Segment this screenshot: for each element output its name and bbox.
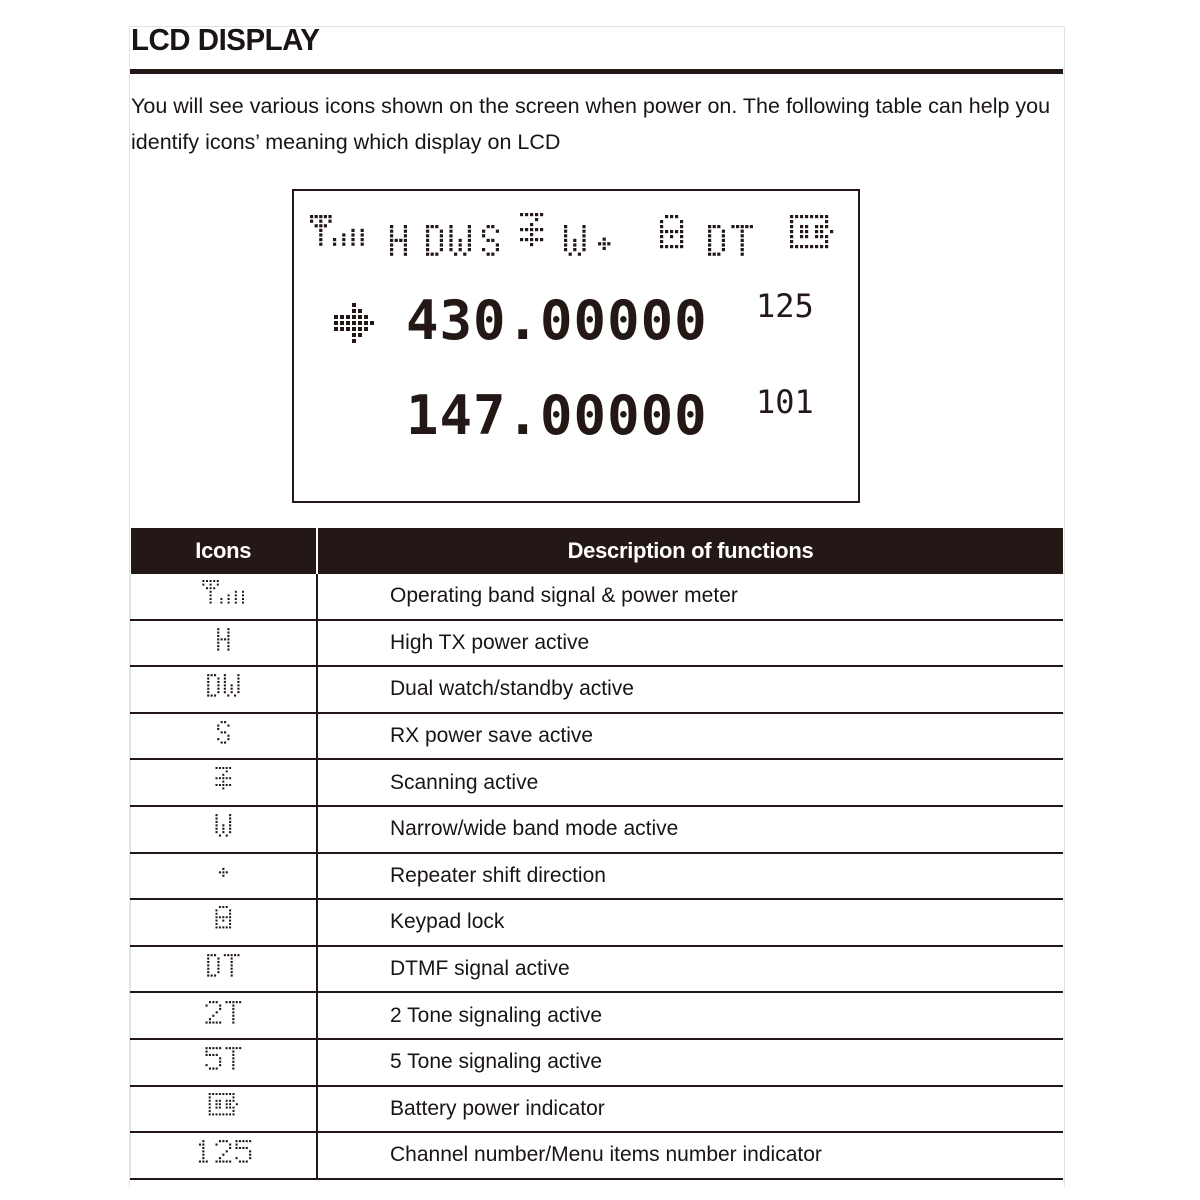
dtmf-icon: [194, 949, 254, 989]
dual-watch-icon-svg: [194, 669, 254, 703]
table-row: [131, 759, 1064, 806]
icon-cell: [131, 1132, 318, 1179]
two-tone-icon-svg: [194, 996, 254, 1030]
icon-cell: [131, 759, 318, 806]
table-body: [131, 574, 1064, 1179]
battery-icon: [790, 215, 833, 248]
icon-cell: [131, 620, 318, 667]
two-tone-icon: [194, 996, 254, 1036]
dtmf-icon-glyph-char: [223, 954, 239, 977]
signal-meter-icon-glyph: [202, 580, 244, 604]
icon-description: Operating band signal & power meter: [317, 574, 1063, 620]
icon-cell: [131, 1039, 318, 1086]
lcd-status-dw-char: [426, 225, 443, 256]
channel-number-icon-svg: [194, 1135, 254, 1169]
lcd-frequency-2: 147.00000: [406, 384, 708, 447]
icon-cell: [131, 946, 318, 993]
icon-description: Channel number/Menu items number indicator: [317, 1132, 1063, 1179]
table-row: [131, 946, 1064, 993]
icon-description: High TX power active: [317, 620, 1063, 667]
five-tone-icon-svg: [194, 1042, 254, 1076]
icon-description: Narrow/wide band mode active: [317, 806, 1063, 853]
repeater-shift-icon: [194, 856, 254, 896]
icon-description: Scanning active: [317, 759, 1063, 806]
signal-meter-icon: [194, 576, 254, 616]
lcd-status-dw-char: [449, 225, 471, 256]
channel-number-icon: [194, 1135, 254, 1175]
icon-cell: [131, 899, 318, 946]
icons-table: [130, 528, 1063, 1180]
icon-description: 5 Tone signaling active: [317, 1039, 1063, 1086]
header-icons: Icons: [131, 528, 318, 574]
two-tone-icon-glyph-char: [225, 1001, 241, 1024]
wide-band-icon-glyph-char: [215, 814, 231, 837]
high-power-icon: [194, 623, 254, 663]
table-row: [131, 574, 1064, 620]
dtmf-icon-svg: [194, 949, 254, 983]
lcd-status-+-char: [598, 238, 610, 250]
dual-watch-icon-glyph-char: [207, 675, 219, 698]
signal-meter-icon: [310, 215, 364, 246]
table-header-row: [131, 528, 1064, 574]
table-row: [131, 853, 1064, 900]
scan-icon: [520, 213, 543, 246]
title-divider: [130, 69, 1063, 74]
five-tone-icon: [194, 1042, 254, 1082]
table-row: [131, 620, 1064, 667]
table-row: [131, 1039, 1064, 1086]
two-tone-icon-glyph-char: [205, 1001, 221, 1024]
lcd-status-dt-char: [708, 225, 725, 256]
table-row: [131, 713, 1064, 760]
channel-number-icon-glyph-char: [235, 1141, 251, 1164]
high-power-icon-svg: [194, 623, 254, 657]
repeater-shift-icon-svg: [194, 856, 254, 890]
battery-icon-glyph: [208, 1093, 237, 1115]
wide-band-icon: [194, 809, 254, 849]
dual-watch-icon: [194, 669, 254, 709]
scan-icon: [194, 763, 254, 803]
dual-watch-icon-glyph-char: [223, 675, 239, 698]
keypad-lock-icon-svg: [194, 902, 254, 936]
icon-description: Keypad lock: [317, 899, 1063, 946]
lcd-frequency-1: 430.00000: [406, 289, 708, 352]
lcd-channel-1: 125: [756, 287, 814, 325]
page-title: LCD DISPLAY: [131, 22, 320, 57]
five-tone-icon-glyph-char: [225, 1047, 241, 1070]
table-row: [131, 1132, 1064, 1179]
icon-description: Dual watch/standby active: [317, 666, 1063, 713]
lcd-channel-2: 101: [756, 383, 814, 421]
table-row: [131, 992, 1064, 1039]
icon-cell: [131, 574, 318, 620]
lcd-status-w-char: [564, 225, 586, 256]
power-save-icon-svg: [194, 716, 254, 750]
power-save-icon-glyph-char: [217, 721, 229, 744]
icon-description: RX power save active: [317, 713, 1063, 760]
header-description: Description of functions: [317, 528, 1063, 574]
lock-icon: [660, 215, 683, 248]
icon-description: DTMF signal active: [317, 946, 1063, 993]
keypad-lock-icon-glyph: [215, 906, 231, 928]
dtmf-icon-glyph-char: [207, 954, 219, 977]
scan-icon-svg: [194, 763, 254, 797]
table-row: [131, 806, 1064, 853]
icon-cell: [131, 853, 318, 900]
lcd-status-h-char: [390, 225, 407, 256]
icon-cell: [131, 1086, 318, 1133]
icon-description: Battery power indicator: [317, 1086, 1063, 1133]
lcd-status-s-char: [482, 225, 499, 256]
table-row: [131, 666, 1064, 713]
high-power-icon-glyph-char: [217, 628, 229, 651]
channel-number-icon-glyph-char: [215, 1141, 231, 1164]
signal-meter-icon-svg: [194, 576, 254, 610]
arrow-right-icon: [334, 303, 374, 343]
icon-cell: [131, 666, 318, 713]
icon-description: Repeater shift direction: [317, 853, 1063, 900]
battery-icon-svg: [194, 1089, 254, 1123]
battery-icon: [194, 1089, 254, 1129]
table-row: [131, 899, 1064, 946]
scan-icon-glyph: [215, 767, 231, 789]
icon-description: 2 Tone signaling active: [317, 992, 1063, 1039]
lcd-status-dt-char: [731, 225, 753, 256]
lcd-illustration: [292, 189, 860, 503]
icon-cell: [131, 806, 318, 853]
repeater-shift-icon-glyph-char: [218, 868, 227, 877]
icon-cell: [131, 992, 318, 1039]
wide-band-icon-svg: [194, 809, 254, 843]
power-save-icon: [194, 716, 254, 756]
keypad-lock-icon: [194, 902, 254, 942]
icon-cell: [131, 713, 318, 760]
five-tone-icon-glyph-char: [205, 1047, 221, 1070]
channel-number-icon-glyph-char: [198, 1141, 207, 1164]
table-row: [131, 1086, 1064, 1133]
intro-paragraph: You will see various icons shown on the screen when power on. The following table can help you identify icons’ meaning which display on LCD: [131, 94, 1051, 154]
